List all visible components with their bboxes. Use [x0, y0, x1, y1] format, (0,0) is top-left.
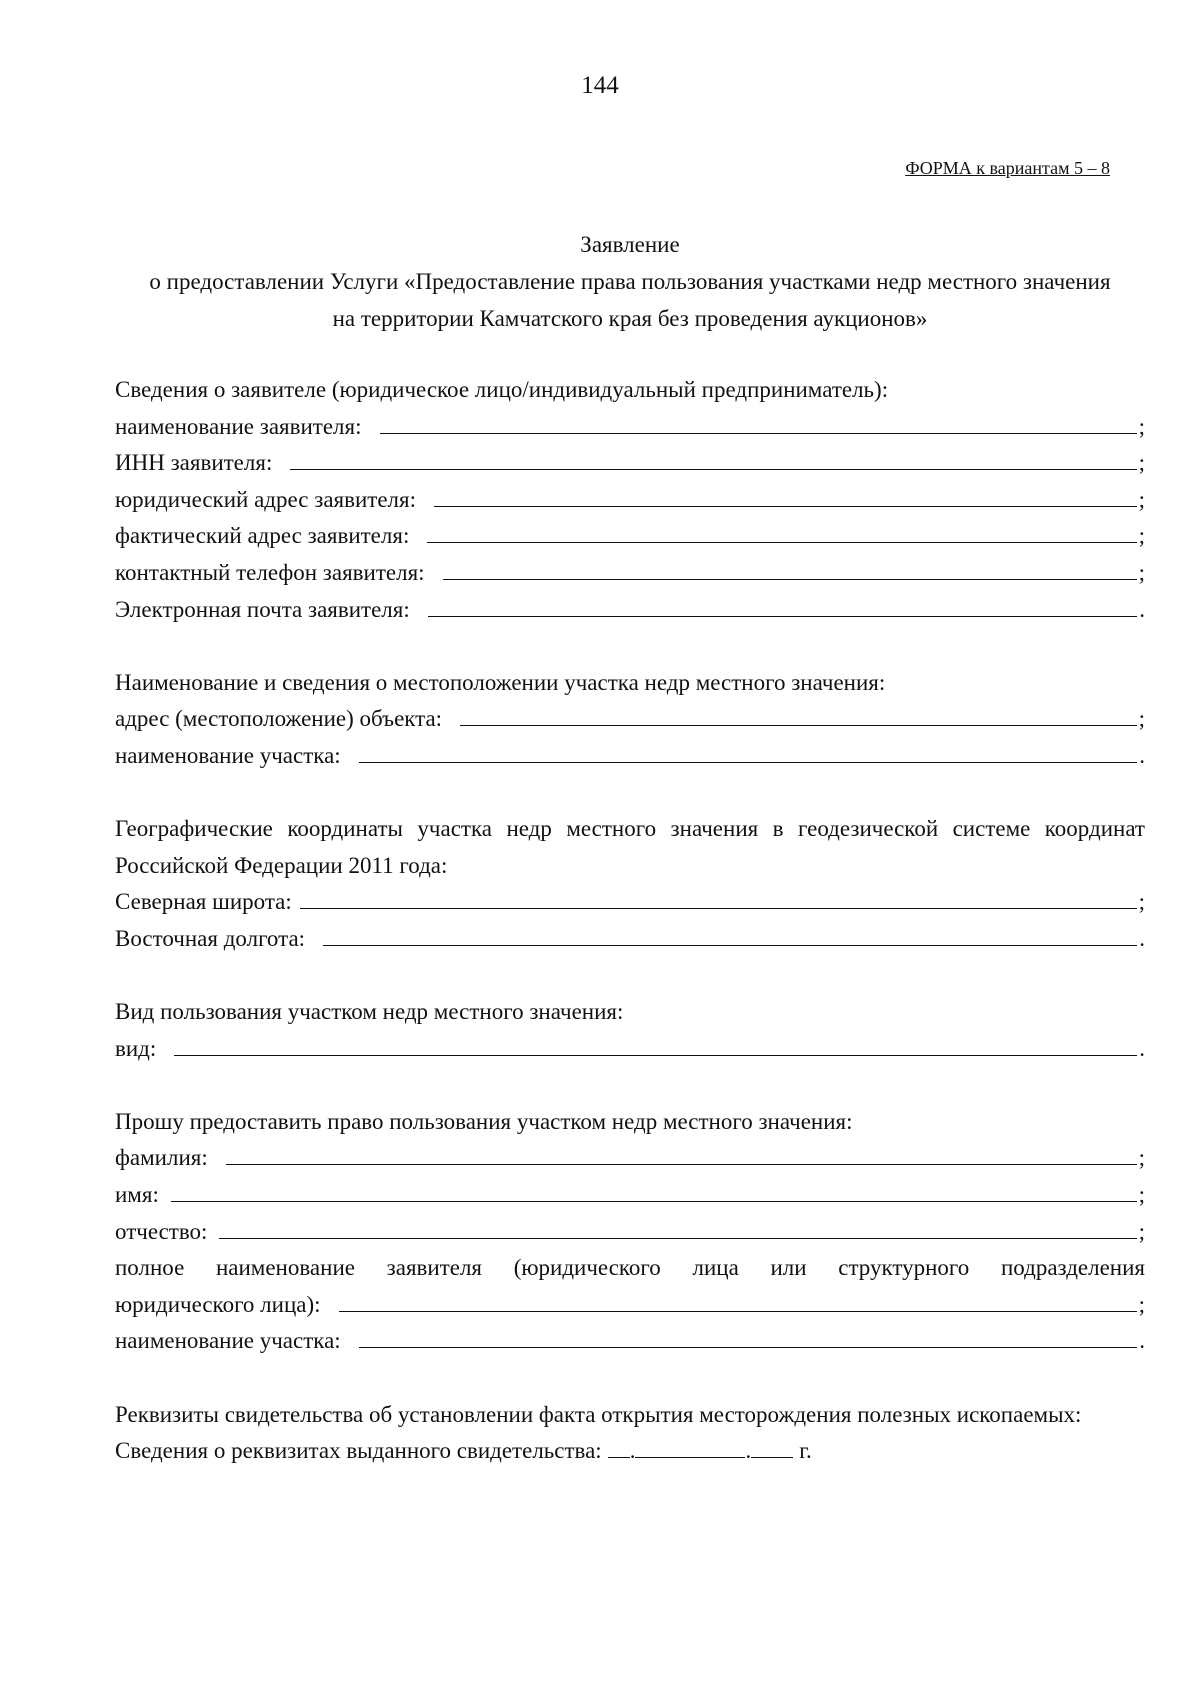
site-name-field — [115, 738, 1145, 775]
actual-address-input[interactable] — [427, 520, 1136, 543]
field-label: фамилия: — [115, 1145, 208, 1171]
certificate-month-input[interactable] — [635, 1435, 745, 1458]
field-end: . — [1139, 925, 1145, 951]
coords-heading-line-1: Географические координаты участка недр местного значения в геодезической системе координат — [115, 816, 1145, 842]
field-label: Электронная почта заявителя: — [115, 596, 410, 622]
patronymic-input[interactable] — [219, 1216, 1136, 1239]
field-label: отчество: — [115, 1218, 208, 1244]
field-label: ИНН заявителя: — [115, 450, 273, 476]
phone-input[interactable] — [443, 557, 1137, 580]
field-end: ; — [1138, 450, 1145, 476]
field-end: . — [1139, 596, 1145, 622]
email-input[interactable] — [428, 594, 1138, 617]
longitude-input[interactable] — [323, 923, 1137, 946]
coords-heading-line-2: Российской Федерации 2011 года: — [115, 852, 448, 878]
page-number: 144 — [581, 72, 619, 99]
site-address-input[interactable] — [460, 703, 1137, 726]
field-label: Северная широта: — [115, 889, 292, 915]
field-end: ; — [1138, 1218, 1145, 1244]
field-label: наименование участка: — [115, 1328, 341, 1354]
site-name-input[interactable] — [359, 740, 1138, 763]
site-heading: Наименование и сведения о местоположении участка недр местного значения: — [115, 669, 886, 695]
field-end: ; — [1138, 559, 1145, 585]
latitude-input[interactable] — [300, 886, 1137, 909]
date-separator: . — [629, 1438, 636, 1464]
field-label: контактный телефон заявителя: — [115, 559, 425, 585]
field-label: имя: — [115, 1182, 159, 1208]
field-end: ; — [1138, 523, 1145, 549]
request-site-name-input[interactable] — [359, 1325, 1138, 1348]
patronymic-field — [115, 1214, 1145, 1251]
field-label: адрес (местоположение) объекта: — [115, 706, 443, 732]
phone-field — [115, 555, 1145, 592]
field-label: юридического лица): — [115, 1291, 321, 1317]
site-address-field — [115, 701, 1145, 738]
request-site-name-field — [115, 1323, 1145, 1360]
full-name-field — [115, 1287, 1145, 1324]
year-suffix: г. — [799, 1438, 812, 1464]
request-heading: Прошу предоставить право пользования участком недр местного значения: — [115, 1108, 853, 1134]
field-end: ; — [1138, 1145, 1145, 1171]
longitude-field — [115, 921, 1145, 958]
surname-field — [115, 1140, 1145, 1177]
applicant-heading: Сведения о заявителе (юридическое лицо/индивидуальный предприниматель): — [115, 377, 889, 402]
legal-address-field — [115, 482, 1145, 519]
first-name-input[interactable] — [171, 1179, 1137, 1202]
applicant-name-input[interactable] — [380, 411, 1137, 434]
title-line-3: на территории Камчатского края без проведения аукционов» — [332, 306, 928, 331]
usage-type-field — [115, 1031, 1145, 1068]
certificate-year-input[interactable] — [751, 1435, 793, 1458]
legal-address-input[interactable] — [434, 484, 1137, 507]
applicant-inn-field — [115, 445, 1145, 482]
field-label: вид: — [115, 1035, 157, 1061]
field-label: Восточная долгота: — [115, 925, 306, 951]
certificate-day-input[interactable] — [608, 1435, 630, 1458]
email-field — [115, 592, 1145, 629]
date-separator: . — [745, 1438, 752, 1464]
field-end: ; — [1138, 889, 1145, 915]
field-end: ; — [1138, 413, 1145, 439]
surname-input[interactable] — [226, 1142, 1137, 1165]
usage-heading: Вид пользования участком недр местного значения: — [115, 999, 624, 1025]
field-label: наименование участка: — [115, 742, 341, 768]
applicant-inn-input[interactable] — [290, 447, 1136, 470]
applicant-name-field — [115, 409, 1145, 446]
field-end: ; — [1138, 1182, 1145, 1208]
field-end: ; — [1138, 706, 1145, 732]
usage-type-input[interactable] — [174, 1033, 1137, 1056]
field-end: ; — [1138, 486, 1145, 512]
document-title — [115, 226, 1145, 337]
certificate-label: Сведения о реквизитах выданного свидетельства: — [115, 1438, 602, 1464]
title-line-1: Заявление — [580, 232, 680, 257]
certificate-date-line — [115, 1433, 1145, 1470]
form-reference: ФОРМА к вариантам 5 – 8 — [905, 158, 1110, 178]
form-body — [115, 372, 1145, 1470]
field-end: ; — [1138, 1291, 1145, 1317]
field-label: фактический адрес заявителя: — [115, 523, 410, 549]
full-name-line-1: полное наименование заявителя (юридического лица или структурного подразделения — [115, 1255, 1145, 1281]
latitude-field — [115, 884, 1145, 921]
field-label: наименование заявителя: — [115, 413, 362, 439]
certificate-heading: Реквизиты свидетельства об установлении факта открытия месторождения полезных ископаемых: — [115, 1401, 1082, 1427]
field-label: юридический адрес заявителя: — [115, 486, 416, 512]
actual-address-field — [115, 518, 1145, 555]
first-name-field — [115, 1177, 1145, 1214]
title-line-2: о предоставлении Услуги «Предоставление права пользования участками недр местного значения — [149, 269, 1111, 294]
full-name-input[interactable] — [339, 1289, 1137, 1312]
field-end: . — [1139, 1035, 1145, 1061]
field-end: . — [1139, 1328, 1145, 1354]
field-end: . — [1139, 742, 1145, 768]
